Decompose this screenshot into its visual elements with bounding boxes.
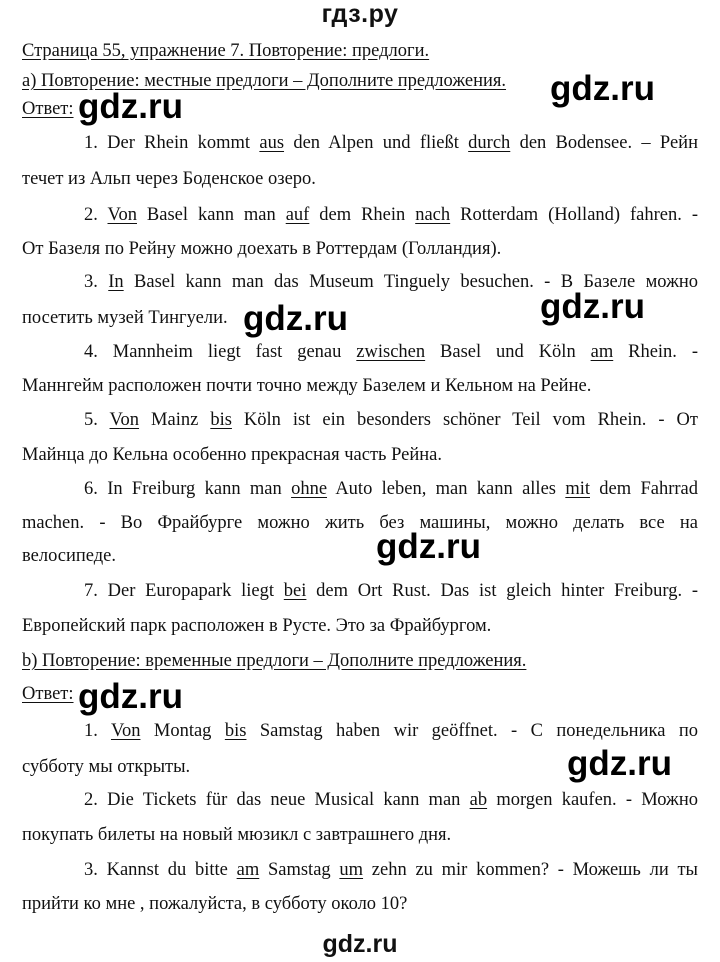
watermark: gdz.ru [567,744,672,783]
a-sentence-5-line-2: Майнца до Кельна особенно прекрасная часть Рейна. [22,445,442,465]
watermark: gdz.ru [550,69,655,108]
watermark: gdz.ru [540,287,645,326]
b-sentence-2-line-2: покупать билеты на новый мюзикл с завтрашнего дня. [22,825,452,845]
a-sentence-5-line-1: 5. Von Mainz bis Köln ist ein besonders schöner Teil vom Rhein. - От [84,410,699,430]
a-sentence-1-line-1: 1. Der Rhein kommt aus den Alpen und fließt durch den Bodensee. – Рейн [84,133,698,153]
a-sentence-4-line-1: 4. Mannheim liegt fast genau zwischen Basel und Köln am Rhein. - [84,342,698,362]
a-sentence-3-line-1: 3. In Basel kann man das Museum Tinguely besuchen. - В Базеле можно [84,272,698,292]
watermark: gdz.ru [376,527,481,566]
answer-label-a: Ответ: [22,99,74,119]
answer-label-b: Ответ: [22,684,74,704]
b-sentence-1-line-2: субботу мы открыты. [22,757,191,777]
a-sentence-4-line-2: Маннгейм расположен почти точно между Базелем и Кельном на Рейне. [22,376,592,396]
site-header: гдз.ру [321,0,399,28]
watermark: gdz.ru [78,87,183,126]
a-sentence-1-line-2: течет из Альп через Боденское озеро. [22,169,316,189]
a-sentence-3-line-2: посетить музей Тингуели. [22,308,228,328]
a-sentence-6-line-2: machen. - Во Фрайбурге можно жить без машины, можно делать все на [22,513,698,533]
a-sentence-7-line-2: Европейский парк расположен в Русте. Это за Фрайбургом. [22,616,492,636]
section-a-heading: а) Повторение: местные предлоги – Дополните предложения. [22,71,507,91]
watermark: gdz.ru [78,677,183,716]
watermark: gdz.ru [243,299,348,338]
site-footer: gdz.ru [322,930,398,958]
b-sentence-2-line-1: 2. Die Tickets für das neue Musical kann man ab morgen kaufen. - Можно [84,790,698,810]
b-sentence-3-line-1: 3. Kannst du bitte am Samstag um zehn zu mir kommen? - Можешь ли ты [84,860,698,880]
a-sentence-2-line-1: 2. Von Basel kann man auf dem Rhein nach Rotterdam (Holland) fahren. - [84,205,698,225]
b-sentence-1-line-1: 1. Von Montag bis Samstag haben wir geöffnet. - С понедельника по [84,721,698,741]
a-sentence-6-line-1: 6. In Freiburg kann man ohne Auto leben, man kann alles mit dem Fahrrad [84,479,698,499]
page-title: Страница 55, упражнение 7. Повторение: предлоги. [22,41,430,61]
a-sentence-7-line-1: 7. Der Europapark liegt bei dem Ort Rust. Das ist gleich hinter Freiburg. - [84,581,698,601]
b-sentence-3-line-2: прийти ко мне , пожалуйста, в субботу около 10? [22,894,408,914]
a-sentence-2-line-2: От Базеля по Рейну можно доехать в Роттердам (Голландия). [22,239,502,259]
a-sentence-6-line-3: велосипеде. [22,546,117,566]
section-b-heading: b) Повторение: временные предлоги – Дополните предложения. [22,651,527,671]
